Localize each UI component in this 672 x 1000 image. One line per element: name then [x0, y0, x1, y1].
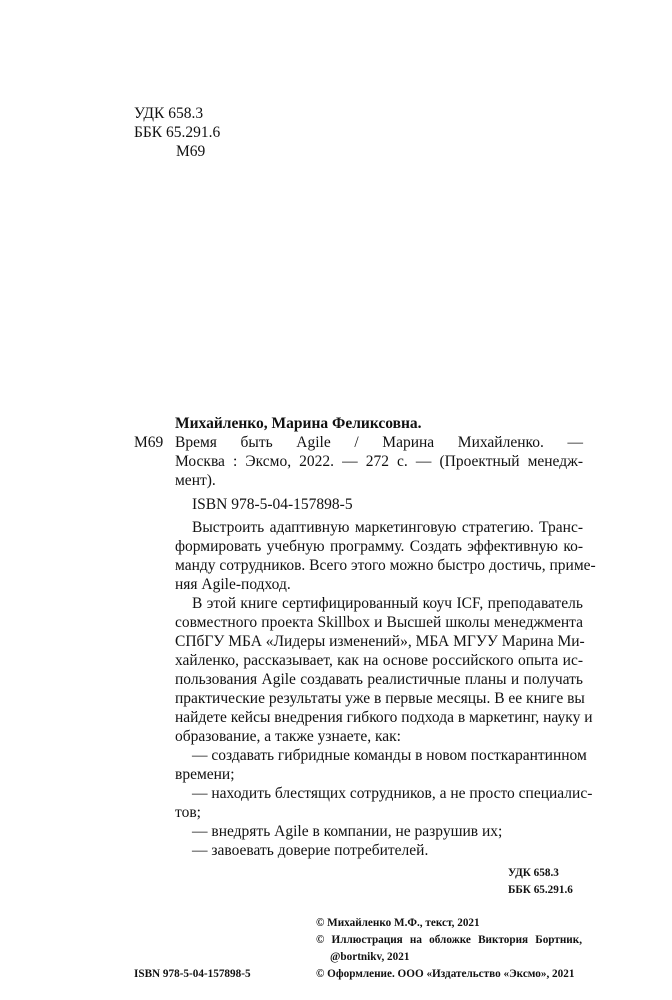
record-heading: Михайленко, Марина Феликсовна. — [175, 415, 422, 432]
annotation-line: СПбГУ МБА «Лидеры изменений», МБА МГУУ Марина Ми- — [175, 633, 585, 650]
annotation-line: формировать учебную программу. Создать эффективную ко- — [175, 538, 583, 555]
list-item-continuation: времени; — [175, 766, 235, 783]
list-item: — завоевать доверие потребителей. — [192, 842, 429, 859]
list-item-continuation: тов; — [175, 804, 201, 821]
annotation-line: няя Agile-подход. — [175, 576, 291, 593]
copyright-text: © Михайленко М.Ф., текст, 2021 — [316, 917, 480, 929]
footer-isbn: ISBN 978-5-04-157898-5 — [134, 968, 251, 980]
annotation-line: найдете кейсы внедрения гибкого подхода в маркетинг, науку и — [175, 709, 593, 726]
annotation-line: образование, а также узнаете, как: — [175, 728, 401, 745]
bbk-code: ББК 65.291.6 — [134, 124, 221, 141]
annotation-line: В этой книге сертифицированный коуч ICF, преподаватель — [192, 595, 583, 612]
annotation-line: манду сотрудников. Всего этого можно быстро достичь, приме- — [175, 557, 596, 574]
footer-udk: УДК 658.3 — [508, 867, 559, 879]
list-item: — создавать гибридные команды в новом посткарантинном — [192, 747, 587, 764]
author-mark: М69 — [176, 143, 206, 160]
udk-code: УДК 658.3 — [134, 105, 204, 122]
list-item: — находить блестящих сотрудников, а не просто специалис- — [192, 785, 593, 802]
annotation-line: пользования Agile создавать реалистичные планы и получать — [175, 671, 583, 688]
copyright-design: © Оформление. ООО «Издательство «Эксмо», 2021 — [316, 968, 575, 980]
list-item: — внедрять Agile в компании, не разрушив их; — [192, 823, 503, 840]
footer-bbk: ББК 65.291.6 — [508, 884, 573, 896]
copyright-illustration-handle: @bortnikv, 2021 — [330, 951, 410, 963]
record-isbn: ISBN 978-5-04-157898-5 — [192, 496, 353, 513]
record-mark: М69 — [134, 434, 164, 451]
record-description-line: мент). — [175, 472, 216, 489]
annotation-line: совместного проекта Skillbox и Высшей школы менеджмента — [175, 614, 583, 631]
annotation-line: хайленко, рассказывает, как на основе российского опыта ис- — [175, 652, 583, 669]
annotation-line: практические результаты уже в первые месяцы. В ее книге вы — [175, 690, 585, 707]
record-description-line: Москва : Эксмо, 2022. — 272 с. — (Проектный менедж- — [175, 453, 583, 470]
annotation-line: Выстроить адаптивную маркетинговую стратегию. Транс- — [192, 519, 583, 536]
copyright-illustration: © Иллюстрация на обложке Виктория Бортник, — [316, 934, 582, 946]
record-description-line: Время быть Agile / Марина Михайленко. — — [175, 434, 583, 451]
